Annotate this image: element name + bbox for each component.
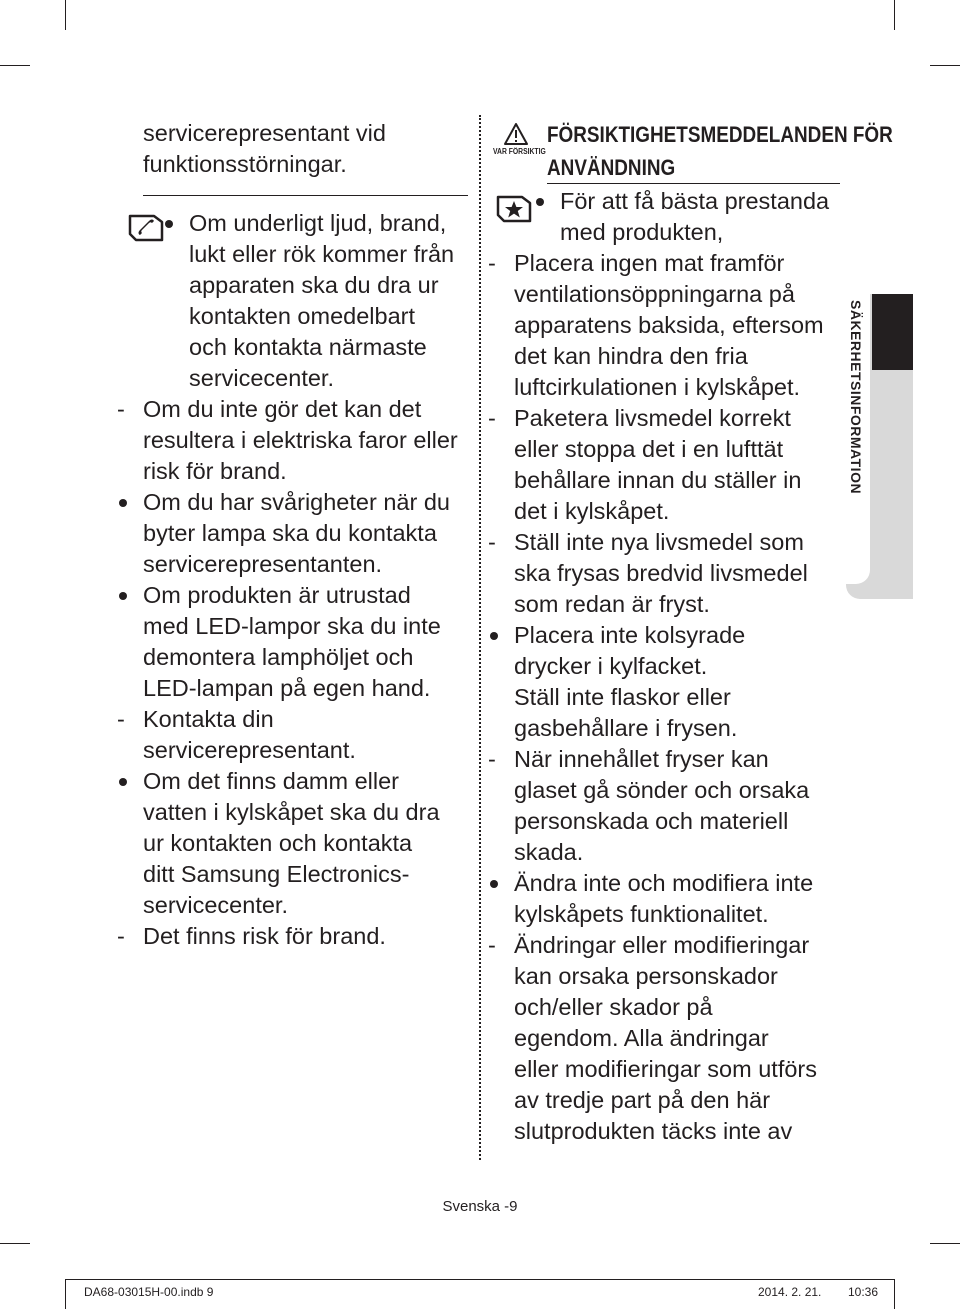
- side-tab-label: SÄKERHETSINFORMATION: [848, 300, 864, 495]
- star-bullet: [530, 186, 890, 248]
- text-line: demontera lamphöljet och: [143, 644, 414, 670]
- call-bullet: [159, 208, 519, 394]
- footer-file: DA68-03015H-00.indb 9: [84, 1285, 214, 1299]
- text-line: servicerepresentanten.: [143, 551, 383, 577]
- text-line: och/eller skador på: [514, 994, 713, 1020]
- text-line: Om produkten är utrustad: [143, 582, 411, 608]
- text-line: glaset gå sönder och orsaka: [514, 777, 810, 803]
- text-line: Paketera livsmedel korrekt: [514, 405, 791, 431]
- text-line: ventilationsöppningarna på: [514, 281, 795, 307]
- text-line: behållare innan du ställer in: [514, 467, 802, 493]
- left-column: [113, 118, 473, 180]
- dash-item: - Placera ingen mat framför ventilationsöppningarna på apparatens baksida, eftersom det kan hindra den fria luftcirkulationen i kylskåpet.: [484, 248, 844, 403]
- bullet-item: [484, 620, 844, 744]
- text-line: Om du har svårigheter när du: [143, 489, 450, 515]
- text-line: ur kontakten och kontakta: [143, 830, 413, 856]
- text-line: skada.: [514, 839, 584, 865]
- bullet-item: [113, 766, 473, 921]
- text-line: apparaten ska du dra ur: [189, 272, 439, 298]
- text-line: luftcirkulationen i kylskåpet.: [514, 374, 801, 400]
- text-line: slutprodukten täcks inte av: [514, 1118, 793, 1144]
- text-line: eller modifieringar som utförs: [514, 1056, 817, 1082]
- dash-item: - Kontakta din servicerepresentant.: [113, 704, 473, 766]
- footer-time: 10:36: [848, 1285, 879, 1299]
- section-heading: [547, 118, 893, 184]
- crop-mark: [894, 0, 895, 30]
- heading-rule: [547, 183, 840, 184]
- text-line: ANVÄNDNING: [547, 155, 676, 180]
- text-line: och kontakta närmaste: [189, 334, 427, 360]
- right-column: [484, 186, 844, 1147]
- footer-rule: [66, 1279, 894, 1280]
- crop-mark: [930, 1243, 960, 1244]
- text-line: För att få bästa prestanda: [560, 188, 830, 214]
- crop-mark: [65, 1279, 66, 1309]
- crop-mark: [894, 1279, 895, 1309]
- text-line: gasbehållare i frysen.: [514, 715, 738, 741]
- text-line: Placera ingen mat framför: [514, 250, 785, 276]
- dash-item: - Det finns risk för brand.: [113, 921, 473, 952]
- text-line: vatten i kylskåpet ska du dra: [143, 799, 440, 825]
- text-line: personskada och materiell: [514, 808, 789, 834]
- dash-item: - Ställ inte nya livsmedel som ska frysas bredvid livsmedel som redan är fryst.: [484, 527, 844, 620]
- dash-item: - När innehållet fryser kan glaset gå sönder och orsaka personskada och materiell skada.: [484, 744, 844, 868]
- intro-text: [113, 118, 473, 180]
- text-line: servicerepresentant.: [143, 737, 356, 763]
- text-line: Ändra inte och modifiera inte: [514, 870, 814, 896]
- text-line: servicerepresentant vid: [143, 120, 386, 146]
- text-line: egendom. Alla ändringar: [514, 1025, 769, 1051]
- text-line: resultera i elektriska faror eller: [143, 427, 458, 453]
- dash-item: - Paketera livsmedel korrekt eller stoppa det i en lufttät behållare innan du ställer in det i kylskåpet.: [484, 403, 844, 527]
- dash-item: - Ändringar eller modifieringar kan orsaka personskador och/eller skador på egendom. Alla ändringar eller modifieringar som utförs av tredje part på den här slutprodukten täcks inte av: [484, 930, 844, 1147]
- text-line: byter lampa ska du kontakta: [143, 520, 437, 546]
- text-line: kontakten omedelbart: [189, 303, 416, 329]
- text-line: Det finns risk för brand.: [143, 923, 386, 949]
- text-line: Ställ inte nya livsmedel som: [514, 529, 804, 555]
- text-line: servicecenter.: [143, 892, 288, 918]
- bullet-item: [113, 580, 473, 704]
- text-line: funktionsstörningar.: [143, 151, 347, 177]
- left-divider: [143, 195, 468, 196]
- crop-mark: [930, 65, 960, 66]
- text-line: kylskåpets funktionalitet.: [514, 901, 769, 927]
- text-line: kan orsaka personskador: [514, 963, 778, 989]
- text-line: servicecenter.: [189, 365, 334, 391]
- text-line: apparatens baksida, eftersom: [514, 312, 824, 338]
- left-column-body: [113, 208, 473, 952]
- text-line: eller stoppa det i en lufttät: [514, 436, 784, 462]
- text-line: som redan är fryst.: [514, 591, 710, 617]
- text-line: av tredje part på den här: [514, 1087, 771, 1113]
- text-line: Om du inte gör det kan det: [143, 396, 422, 422]
- crop-mark: [0, 65, 30, 66]
- crop-mark: [65, 0, 66, 30]
- text-line: LED-lampan på egen hand.: [143, 675, 431, 701]
- text-line: det i kylskåpet.: [514, 498, 670, 524]
- dash-item: - Om du inte gör det kan det resultera i elektriska faror eller risk för brand.: [113, 394, 473, 487]
- text-line: När innehållet fryser kan: [514, 746, 769, 772]
- bullet-item: [113, 487, 473, 580]
- text-line: lukt eller rök kommer från: [189, 241, 455, 267]
- text-line: ditt Samsung Electronics-: [143, 861, 410, 887]
- text-line: Placera inte kolsyrade: [514, 622, 746, 648]
- text-line: FÖRSIKTIGHETSMEDDELANDEN FÖR: [547, 122, 893, 147]
- warning-triangle-icon: [503, 122, 529, 146]
- text-line: Om det finns damm eller: [143, 768, 399, 794]
- text-line: ska frysas bredvid livsmedel: [514, 560, 808, 586]
- warning-label: VAR FÖRSIKTIG: [493, 147, 546, 156]
- footer-date: 2014. 2. 21.: [758, 1285, 822, 1299]
- text-line: risk för brand.: [143, 458, 287, 484]
- crop-mark: [0, 1243, 30, 1244]
- text-line: Om underligt ljud, brand,: [189, 210, 447, 236]
- text-line: med produkten,: [560, 219, 724, 245]
- page-number: Svenska -9: [442, 1198, 518, 1215]
- text-line: med LED-lampor ska du inte: [143, 613, 441, 639]
- text-line: Ställ inte flaskor eller: [514, 684, 731, 710]
- text-line: Kontakta din: [143, 706, 274, 732]
- bullet-item: [484, 868, 844, 930]
- text-line: Ändringar eller modifieringar: [514, 932, 810, 958]
- text-line: det kan hindra den fria: [514, 343, 748, 369]
- text-line: drycker i kylfacket.: [514, 653, 708, 679]
- side-tab-marker: [872, 294, 913, 370]
